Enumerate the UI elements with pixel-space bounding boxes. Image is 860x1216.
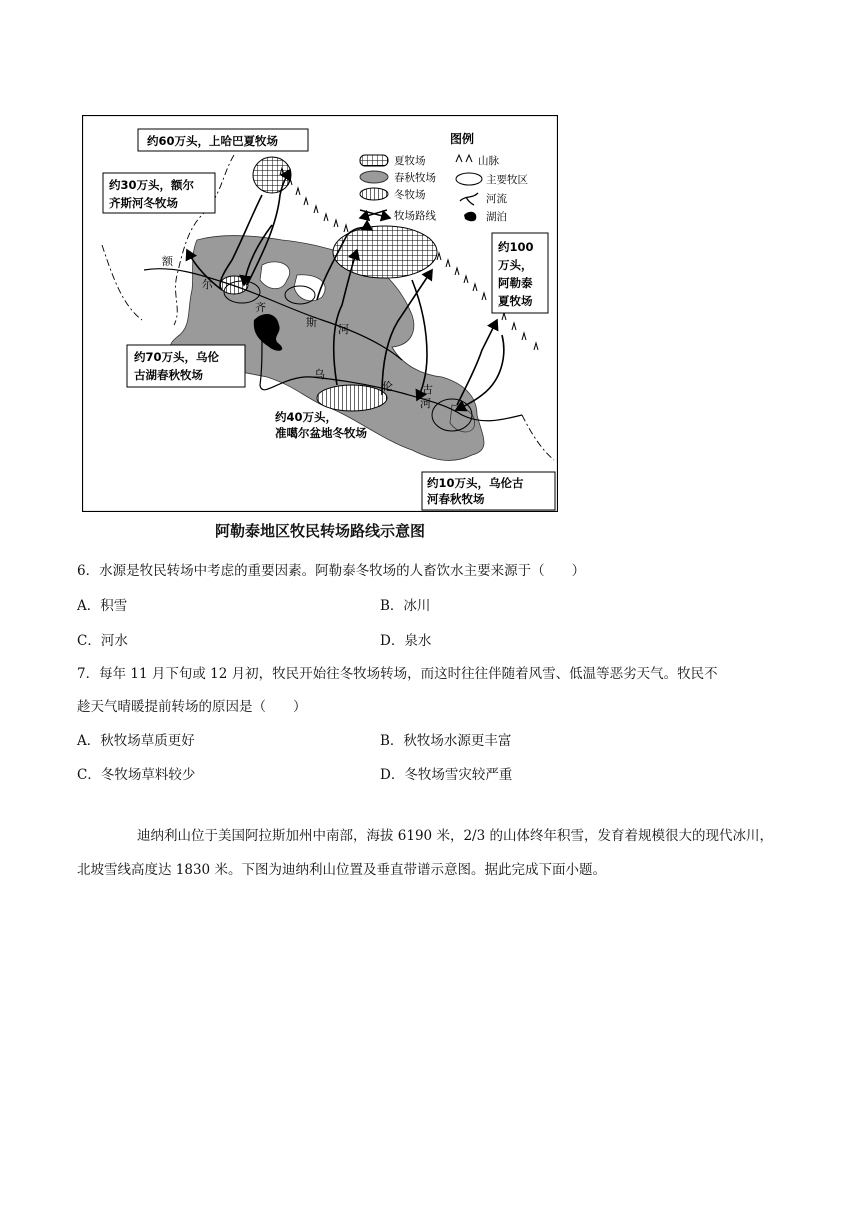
svg-text:尔: 尔	[202, 278, 213, 291]
svg-text:约30万头，额尔: 约30万头，额尔	[109, 178, 195, 192]
svg-text:春秋牧场: 春秋牧场	[394, 172, 436, 184]
svg-text:河流: 河流	[486, 193, 507, 205]
svg-text:万头，: 万头，	[498, 258, 533, 272]
label-altai	[492, 233, 548, 313]
question-7-stem-line2: 趁天气晴暖提前转场的原因是（ ）	[77, 699, 307, 715]
svg-text:乌: 乌	[314, 368, 325, 381]
svg-text:约70万头，乌伦: 约70万头，乌伦	[134, 350, 220, 364]
svg-text:准噶尔盆地冬牧场: 准噶尔盆地冬牧场	[275, 426, 367, 440]
svg-text:古湖春秋牧场: 古湖春秋牧场	[134, 368, 203, 382]
svg-text:牧场路线: 牧场路线	[394, 210, 436, 222]
q6-option-d[interactable]: D．泉水	[380, 633, 432, 649]
label-eerqisi	[103, 173, 215, 213]
svg-text:河: 河	[420, 397, 431, 410]
pasture-migration-map	[82, 115, 558, 512]
label-ulungur-lake	[127, 345, 245, 387]
svg-text:斯: 斯	[306, 316, 317, 329]
svg-text:山脉: 山脉	[478, 155, 499, 167]
svg-text:齐斯河冬牧场: 齐斯河冬牧场	[109, 196, 178, 210]
svg-text:约60万头，上哈巴夏牧场: 约60万头，上哈巴夏牧场	[147, 134, 279, 148]
denali-passage: 迪纳利山位于美国阿拉斯加州中南部，海拔 6190 米，2/3 的山体终年积雪，发育着规模很大的现代冰川，北坡雪线高度达 1830 米。下图为迪纳利山位置及垂直带谱示意图。据此完成下面小题。	[77, 828, 773, 878]
svg-text:约10万头，乌伦古: 约10万头，乌伦古	[427, 476, 524, 490]
svg-text:额: 额	[162, 255, 173, 268]
svg-text:齐: 齐	[255, 301, 266, 314]
svg-text:湖泊: 湖泊	[486, 211, 507, 223]
svg-text:夏牧场: 夏牧场	[498, 294, 533, 308]
svg-text:主要牧区: 主要牧区	[486, 174, 528, 186]
q7-option-d[interactable]: D．冬牧场雪灾较严重	[380, 767, 513, 783]
q7-option-b[interactable]: B．秋牧场水源更丰富	[380, 733, 512, 749]
q6-option-a[interactable]: A．积雪	[77, 598, 128, 614]
svg-text:约40万头，: 约40万头，	[275, 410, 338, 424]
junggar-winter-pasture	[317, 385, 387, 411]
svg-text:河: 河	[338, 323, 349, 336]
question-7-stem-line1: 7．每年 11 月下旬或 12 月初，牧民开始往冬牧场转场，而这时往往伴随着风雪、低温等恶劣天气。牧民不	[77, 666, 718, 682]
figure-caption: 阿勒泰地区牧民转场路线示意图	[214, 522, 425, 540]
q6-option-b[interactable]: B．冰川	[380, 598, 431, 614]
question-6-stem: 6．水源是牧民转场中考虑的重要因素。阿勒泰冬牧场的人畜饮水主要来源于（ ）	[77, 563, 586, 579]
q7-option-c[interactable]: C．冬牧场草料较少	[77, 767, 196, 783]
svg-text:伦: 伦	[382, 380, 393, 393]
svg-text:古: 古	[422, 383, 433, 396]
svg-text:夏牧场: 夏牧场	[394, 155, 426, 167]
q7-option-a[interactable]: A．秋牧场草质更好	[77, 733, 195, 749]
svg-text:约100: 约100	[498, 240, 534, 254]
svg-text:河春秋牧场: 河春秋牧场	[427, 492, 485, 506]
q6-option-c[interactable]: C．河水	[77, 633, 128, 649]
label-ulungur-river	[422, 472, 555, 510]
svg-text:图例: 图例	[450, 132, 475, 146]
svg-text:冬牧场: 冬牧场	[394, 189, 426, 201]
label-shangha	[138, 129, 308, 151]
svg-text:阿勒泰: 阿勒泰	[498, 276, 533, 290]
shangha-summer-pasture	[253, 157, 291, 193]
